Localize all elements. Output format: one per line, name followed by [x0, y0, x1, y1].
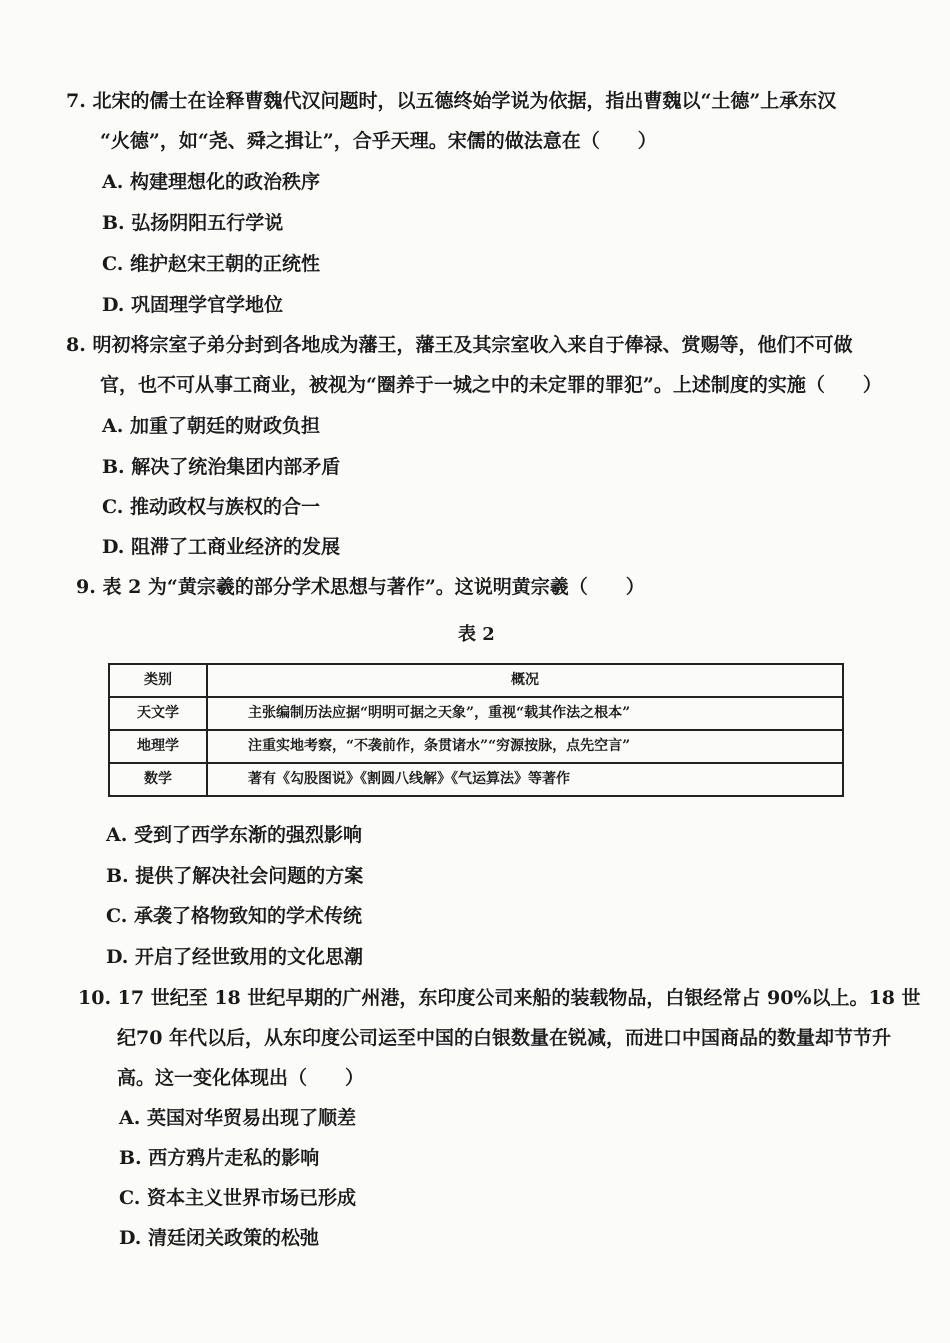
q8-option-d: D. 阻滞了工商业经济的发展 [102, 536, 341, 558]
table-header-overview: 概况 [207, 664, 843, 697]
q9-option-d: D. 开启了经世致用的文化思潮 [106, 946, 364, 968]
q7-stem-line2: “火德”，如“尧、舜之揖让”，合乎天理。宋儒的做法意在（ ） [100, 130, 657, 152]
table-cell-category: 地理学 [109, 730, 207, 763]
q8-stem-line1: 8. 明初将宗室子弟分封到各地成为藩王，藩王及其宗室收入来自于俸禄、赏赐等，他们不可做 [66, 334, 853, 356]
table-cell-overview: 注重实地考察，“不袭前作，条贯诸水”“穷源按脉，点先空言” [207, 730, 843, 763]
q8-stem-line2: 官，也不可从事工商业，被视为“圈养于一城之中的未定罪的罪犯”。上述制度的实施（ ） [100, 374, 882, 396]
q10-stem-line3: 高。这一变化体现出（ ） [117, 1067, 365, 1089]
table-cell-overview: 主张编制历法应据“明明可据之天象”，重视“载其作法之根本” [207, 697, 843, 730]
table-2 [108, 663, 844, 797]
q9-option-b: B. 提供了解决社会问题的方案 [106, 865, 364, 887]
table-row [109, 730, 843, 763]
q9-option-c: C. 承袭了格物致知的学术传统 [106, 905, 363, 927]
q7-option-d: D. 巩固理学官学地位 [102, 294, 284, 316]
q10-stem-line2: 纪70 年代以后，从东印度公司运至中国的白银数量在锐减，而进口中国商品的数量却节节升 [117, 1027, 892, 1049]
q10-stem-line1: 10. 17 世纪至 18 世纪早期的广州港，东印度公司来船的装载物品，白银经常占 90%以上。18 世 [78, 987, 921, 1009]
table-cell-category: 天文学 [109, 697, 207, 730]
q8-option-c: C. 推动政权与族权的合一 [102, 496, 321, 518]
q7-option-b: B. 弘扬阴阳五行学说 [102, 212, 284, 234]
q9-stem-line1: 9. 表 2 为“黄宗羲的部分学术思想与著作”。这说明黄宗羲（ ） [76, 576, 645, 598]
q7-stem-line1: 7. 北宋的儒士在诠释曹魏代汉问题时，以五德终始学说为依据，指出曹魏以“土德”上承东汉 [66, 90, 837, 112]
table-header-row [109, 664, 843, 697]
table-row [109, 697, 843, 730]
table-header-category: 类别 [109, 664, 207, 697]
table-row [109, 763, 843, 796]
table-cell-category: 数学 [109, 763, 207, 796]
table-cell-overview: 著有《勾股图说》《割圆八线解》《气运算法》等著作 [207, 763, 843, 796]
q7-option-c: C. 维护赵宋王朝的正统性 [102, 253, 321, 275]
q8-option-b: B. 解决了统治集团内部矛盾 [102, 456, 341, 478]
q9-option-a: A. 受到了西学东渐的强烈影响 [106, 824, 362, 846]
q10-option-a: A. 英国对华贸易出现了顺差 [119, 1107, 356, 1129]
q10-option-c: C. 资本主义世界市场已形成 [119, 1187, 357, 1209]
q10-option-b: B. 西方鸦片走私的影响 [119, 1147, 320, 1169]
q8-option-a: A. 加重了朝廷的财政负担 [102, 415, 320, 437]
table-2-title: 表 2 [458, 624, 495, 645]
q7-option-a: A. 构建理想化的政治秩序 [102, 171, 320, 193]
q10-option-d: D. 清廷闭关政策的松弛 [119, 1227, 320, 1249]
